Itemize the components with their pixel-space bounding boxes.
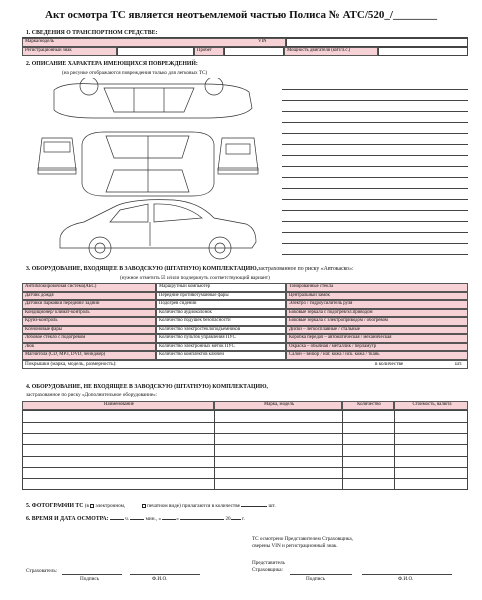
vin-field[interactable] [286,38,468,47]
equip-cell[interactable]: Электро / гидроусилитель руля [286,300,468,309]
engine-power-label: Мощность двигателя (кВт/л.с.) [284,47,378,56]
reg-plate-field[interactable] [117,47,194,56]
rep-sign-caption: Подпись [306,576,326,582]
tires-row[interactable]: Покрышки (марка, модель, размерность): в количестве шт. [22,360,468,369]
equip-cell[interactable]: Количество аудиоколонок [156,309,286,318]
equip-cell[interactable]: Антиблокировочная система(АБС) [22,283,156,292]
equip-cell[interactable]: Датчик дождя [22,292,156,301]
page-title: Акт осмотра ТС является неотъемлемой частью Полиса № АТС/520_/________ [45,9,437,21]
equip-cell[interactable]: Количество комплектов ключей [156,351,286,360]
insured-sign-caption: Подпись [80,576,100,582]
equip-cell[interactable]: Ксеноновые фары [22,326,156,335]
equip-cell[interactable]: Передние противотуманные фары [156,292,286,301]
equip-cell[interactable]: Круиз-контроль [22,317,156,326]
equip-cell[interactable]: Центральный замок [286,292,468,301]
equip-cell[interactable]: Коробка передач – автоматическая / механическая [286,334,468,343]
mileage-field[interactable] [224,47,284,56]
reg-plate-label: Регистрационный знак [22,47,117,56]
engine-power-field[interactable] [378,47,468,56]
checkbox-electronic[interactable] [90,504,94,508]
insured-label: Страхователь: [26,568,58,574]
col-header: Наименование [22,401,214,410]
equip-cell[interactable]: Диски – легкосплавные / стальные [286,326,468,335]
inspection-datetime-row[interactable]: 6. ВРЕМЯ И ДАТА ОСМОТРА: ч. мин., « » 20 г. [26,516,245,522]
col-header: Марка, модель [214,401,342,410]
equip-cell[interactable]: Люк [22,343,156,352]
rep-name-caption: Ф.И.О. [398,576,414,582]
rep-label-2: Страховщика: [252,567,284,573]
equip-cell[interactable]: Кондиционер/ климат-контроль [22,309,156,318]
equip-cell[interactable]: Количество электронных меток ПУС [156,343,286,352]
section3-note: (нужное отметить ☑ и/или подчеркнуть соответствующий вариант) [120,275,270,281]
equip-cell[interactable]: Боковые зеркала с подогрев/эл.приводом [286,309,468,318]
equip-cell[interactable]: Окраска – обычная / металлик / перламутр [286,343,468,352]
col-header: Стоимость, валюта [394,401,468,410]
vin-label: VIN [256,38,286,47]
inspected-note-1: ТС осмотрено Представителем Страховщика, [252,536,353,542]
equip-cell[interactable]: Количество подушек безопасности [156,317,286,326]
equip-cell[interactable]: Боковые зеркала с электроприводом / обогревом [286,317,468,326]
section3-heading: 3. ОБОРУДОВАНИЕ, ВХОДЯЩЕЕ В ЗАВОДСКУЮ (ШТАТНУЮ) КОМПЛЕКТАЦИЮ,застрахованное по риску «Автокаско»: [26,266,354,272]
section4-subheading: застрахованное по риску «Дополнительное оборудование»: [26,392,158,398]
section2-heading: 2. ОПИСАНИЕ ХАРАКТЕРА ИМЕЮЩИХСЯ ПОВРЕЖДЕНИЙ: [26,61,198,67]
equip-cell[interactable]: Количество пультов управления ПУС [156,334,286,343]
equip-cell[interactable]: Подогрев сидений [156,300,286,309]
equip-cell[interactable]: Магнитола (CD, MP3, DVD, чейнджер) [22,351,156,360]
equip-cell[interactable]: Маршрутный компьютер [156,283,286,292]
equip-cell[interactable]: Датчики парковки передний/ задний [22,300,156,309]
rep-label-1: Представитель [252,560,285,566]
equip-cell[interactable]: Количество электростеклоподъемников [156,326,286,335]
equip-cell[interactable]: Тонированные стекла [286,283,468,292]
checkbox-printed[interactable] [142,504,146,508]
make-model-label: Марка/модель [22,38,262,47]
col-header: Количество [342,401,394,410]
equip-cell[interactable]: Лобовое стекло с подогревом [22,334,156,343]
section2-note: (на рисунке отображаются повреждения только для легковых ТС) [62,70,208,76]
inspected-note-2: сверены VIN и регистрационный знак. [252,543,338,549]
car-damage-diagram[interactable] [24,78,274,263]
section1-heading: 1. СВЕДЕНИЯ О ТРАНСПОРТНОМ СРЕДСТВЕ: [26,30,158,36]
insured-name-caption: Ф.И.О. [152,576,168,582]
section4-heading: 4. ОБОРУДОВАНИЕ, НЕ ВХОДЯЩЕЕ В ЗАВОДСКУЮ (ШТАТНУЮ) КОМПЛЕКТАЦИЮ, [26,384,268,390]
photos-row: 5. ФОТОГРАФИИ ТС (в электронном, печатном виде) прилагаются в количестве шт. [26,503,276,509]
mileage-label: Пробег [194,47,224,56]
equip-cell[interactable]: Салон – велюр / нат. кожа / иск. кожа / ткань [286,351,468,360]
